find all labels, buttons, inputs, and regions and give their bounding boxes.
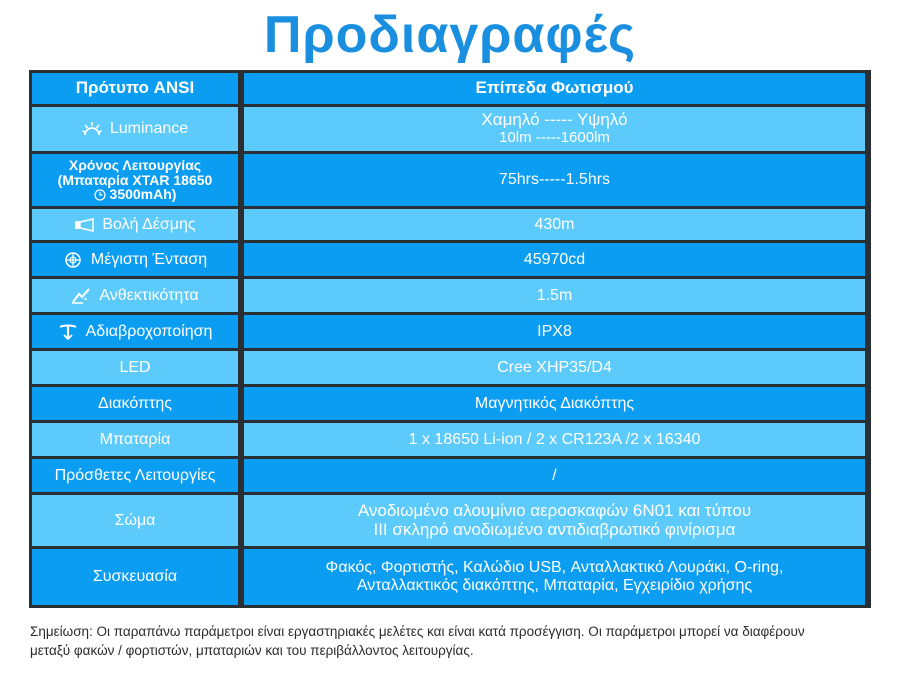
table-row — [29, 315, 871, 348]
row-value: 75hrs-----1.5hrs — [244, 154, 865, 206]
row-label: LED — [32, 351, 238, 384]
row-label — [32, 315, 238, 348]
table-row — [29, 279, 871, 312]
target-icon — [63, 252, 83, 268]
row-value-text: Χαμηλό ----- Υψηλό — [481, 110, 628, 130]
spec-table — [29, 70, 871, 608]
table-row — [29, 154, 871, 206]
row-label-text: Αδιαβροχοποίηση — [85, 322, 213, 340]
row-label-text-3: 3500mAh) — [109, 186, 177, 203]
row-value-text-2: Ανταλλακτικός διακόπτης, Μπαταρία, Εγχειρίδιο χρήσης — [356, 577, 753, 594]
table-header-row — [29, 73, 871, 104]
row-value — [244, 549, 865, 605]
row-label-text: Βολή Δέσμης — [102, 215, 196, 233]
row-label: Σώμα — [32, 495, 238, 546]
row-label: Διακόπτης — [32, 387, 238, 420]
row-value: 45970cd — [244, 243, 865, 276]
table-row — [29, 243, 871, 276]
row-value-text: Φακός, Φορτιστής, Καλώδιο USB, Ανταλλακτικό Λουράκι, O-ring, — [325, 559, 784, 577]
table-row — [29, 423, 871, 456]
clock-icon — [94, 189, 106, 201]
row-value: 1.5m — [244, 279, 865, 312]
row-label-text-2: (Μπαταρία XTAR 18650 — [57, 171, 213, 188]
row-label — [32, 279, 238, 312]
row-value: / — [244, 459, 865, 492]
table-row — [29, 549, 871, 605]
impact-icon — [71, 288, 91, 304]
footnote-line-1: Σημείωση: Οι παραπάνω παράμετροι είναι εργαστηριακές μελέτες και είναι κατά προσέγγιση. Οι παράμετροι μπορεί να διαφέρουν — [30, 624, 805, 639]
row-value: IPX8 — [244, 315, 865, 348]
row-value-text-2: 10lm -----1600lm — [499, 129, 610, 147]
table-row — [29, 107, 871, 151]
sun-rays-icon — [82, 121, 102, 137]
footnote — [30, 622, 890, 660]
row-value: 430m — [244, 209, 865, 240]
row-label — [32, 243, 238, 276]
waterproof-icon — [58, 324, 78, 340]
row-label-text: Μέγιστη Ένταση — [90, 250, 208, 268]
row-value-text-2: III σκληρό ανοδιωμένο αντιδιαβρωτικό φινίρισμα — [373, 519, 736, 539]
row-label-text: Ανθεκτικότητα — [99, 286, 199, 304]
row-label-text: Χρόνος Λειτουργίας — [68, 156, 202, 173]
row-value: Μαγνητικός Διακόπτης — [244, 387, 865, 420]
row-value: 1 x 18650 Li-ion / 2 x CR123A /2 x 16340 — [244, 423, 865, 456]
row-label: Συσκευασία — [32, 549, 238, 605]
row-label — [32, 154, 238, 206]
row-label: Πρόσθετες Λειτουργίες — [32, 459, 238, 492]
header-ansi: Πρότυπο ANSI — [32, 73, 238, 104]
page-title: Προδιαγραφές — [263, 6, 637, 64]
table-row — [29, 209, 871, 240]
footnote-line-2: μεταξύ φακών / φορτιστών, μπαταριών και του περιβάλλοντος λειτουργίας. — [30, 643, 474, 658]
row-value-text: Ανοδιωμένο αλουμίνιο αεροσκαφών 6N01 και τύπου — [357, 500, 752, 520]
beam-icon — [74, 217, 94, 233]
table-row — [29, 387, 871, 420]
row-label: Μπαταρία — [32, 423, 238, 456]
row-value: Cree XHP35/D4 — [244, 351, 865, 384]
row-label-text: Luminance — [109, 120, 189, 138]
table-row — [29, 459, 871, 492]
row-label — [32, 209, 238, 240]
table-row — [29, 351, 871, 384]
row-value — [244, 107, 865, 151]
table-row — [29, 495, 871, 546]
header-levels: Επίπεδα Φωτισμού — [244, 73, 865, 104]
row-value — [244, 495, 865, 546]
row-label — [32, 107, 238, 151]
